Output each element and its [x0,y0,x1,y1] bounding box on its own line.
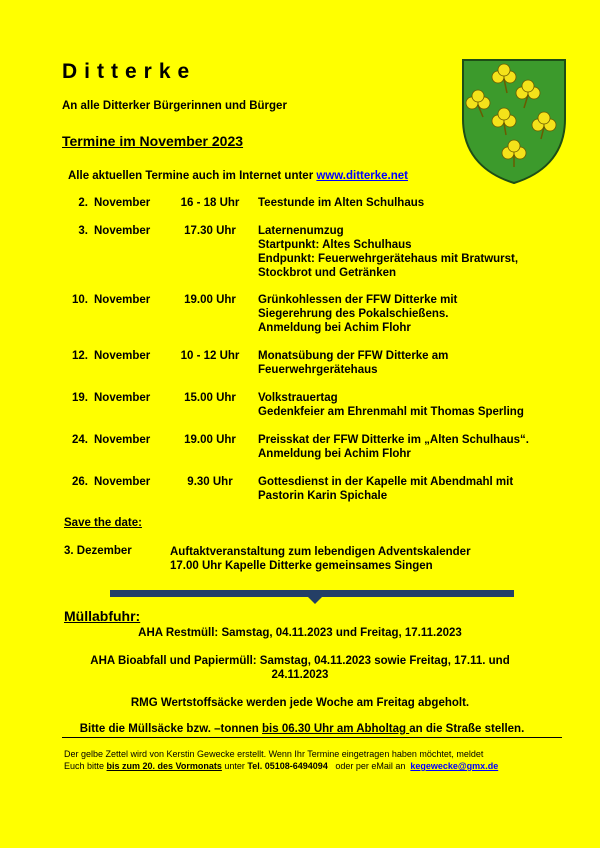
divider-arrow-icon [308,597,322,604]
save-the-date-text [170,545,471,573]
event-time: 10 - 12 Uhr [180,350,240,362]
clover-crest-icon [460,57,568,185]
save-the-date-line: Auftaktveranstaltung zum lebendigen Adventskalender [170,546,471,558]
save-the-date-day: 3. Dezember [64,545,132,557]
pickup-hint [52,722,552,736]
footer-text: oder per eMail an [327,761,411,771]
event-description [258,293,548,335]
bioabfall-line: AHA Bioabfall und Papiermüll: Samstag, 04.11.2023 sowie Freitag, 17.11. und [90,655,510,667]
event-description [258,433,548,461]
pickup-hint-text: Bitte die Müllsäcke bzw. –tonnen [79,723,263,735]
event-time: 17.30 Uhr [184,225,236,237]
event-time: 15.00 Uhr [184,392,236,404]
pickup-hint-text-end: an die Straße stellen. [409,723,525,735]
event-line: Teestunde im Alten Schulhaus [258,197,425,209]
page-subtitle: Termine im November 2023 [62,133,244,149]
event-day: 2. [78,197,88,209]
save-the-date-line: 17.00 Uhr Kapelle Ditterke gemeinsames Singen [170,560,433,572]
greeting: An alle Ditterker Bürgerinnen und Bürger [62,100,287,112]
event-line: Anmeldung bei Achim Flohr [258,322,411,334]
internet-note [68,170,408,182]
footer [64,748,498,772]
event-day: 10. [72,294,88,306]
footer-line: Der gelbe Zettel wird von Kerstin Gewecke erstellt. Wenn Ihr Termine eingetragen haben möchtet, meldet [64,749,484,759]
event-description [258,196,548,210]
internet-note-text: Alle aktuellen Termine auch im Internet unter [68,170,314,182]
event-description [258,475,548,503]
waste-collection-heading: Müllabfuhr: [64,608,141,624]
event-line: Volkstrauertag [258,392,338,404]
website-link[interactable]: www.ditterke.net [316,170,408,182]
footer-text: unter [221,761,248,771]
footer-phone: Tel. 05108-6494094 [247,761,328,771]
event-month: November [94,392,151,404]
event-line: Preisskat der FFW Ditterke im „Alten Schulhaus“. [258,434,529,446]
event-time: 19.00 Uhr [184,294,236,306]
bioabfall-line-2: 24.11.2023 [271,669,329,681]
restmuell-line: AHA Restmüll: Samstag, 04.11.2023 und Freitag, 17.11.2023 [138,627,462,639]
event-day: 26. [72,476,88,488]
event-line: Startpunkt: Altes Schulhaus [258,239,412,251]
footer-text: Euch bitte [64,761,107,771]
event-month: November [94,197,151,209]
event-time: 19.00 Uhr [184,434,236,446]
footer-line [64,760,498,772]
event-time: 16 - 18 Uhr [180,197,240,209]
rmg-line: RMG Wertstoffsäcke werden jede Woche am Freitag abgeholt. [130,697,470,709]
event-line: Grünkohlessen der FFW Ditterke mit [258,294,458,306]
event-description [258,391,548,419]
event-month: November [94,350,151,362]
event-day: 12. [72,350,88,362]
footer-deadline: bis zum 20. des Vormonats [106,761,222,771]
section-divider [110,590,514,597]
event-line: Endpunkt: Feuerwehrgerätehaus mit Bratwurst, [258,253,519,265]
event-day: 3. [78,225,88,237]
footer-email-link[interactable]: kegewecke@gmx.de [410,761,499,771]
event-line: Stockbrot und Getränken [258,267,397,279]
event-line: Gottesdienst in der Kapelle mit Abendmahl mit [258,476,514,488]
event-line: Pastorin Karin Spichale [258,490,388,502]
event-description [258,349,548,377]
event-time: 9.30 Uhr [187,476,233,488]
footer-rule [62,737,562,738]
event-line: Anmeldung bei Achim Flohr [258,448,411,460]
event-line: Siegerehrung des Pokalschießens. [258,308,449,320]
event-line: Monatsübung der FFW Ditterke am [258,350,449,362]
event-line: Gedenkfeier am Ehrenmahl mit Thomas Sperling [258,406,524,418]
event-line: Laternenumzug [258,225,344,237]
event-day: 24. [72,434,88,446]
event-description [258,224,548,280]
page-title: Ditterke [62,60,197,83]
event-line: Feuerwehrgerätehaus [258,364,378,376]
event-month: November [94,225,151,237]
event-month: November [94,434,151,446]
event-day: 19. [72,392,88,404]
event-month: November [94,476,151,488]
pickup-hint-deadline: bis 06.30 Uhr am Abholtag [262,723,410,735]
event-month: November [94,294,151,306]
save-the-date-heading: Save the date: [64,517,142,529]
